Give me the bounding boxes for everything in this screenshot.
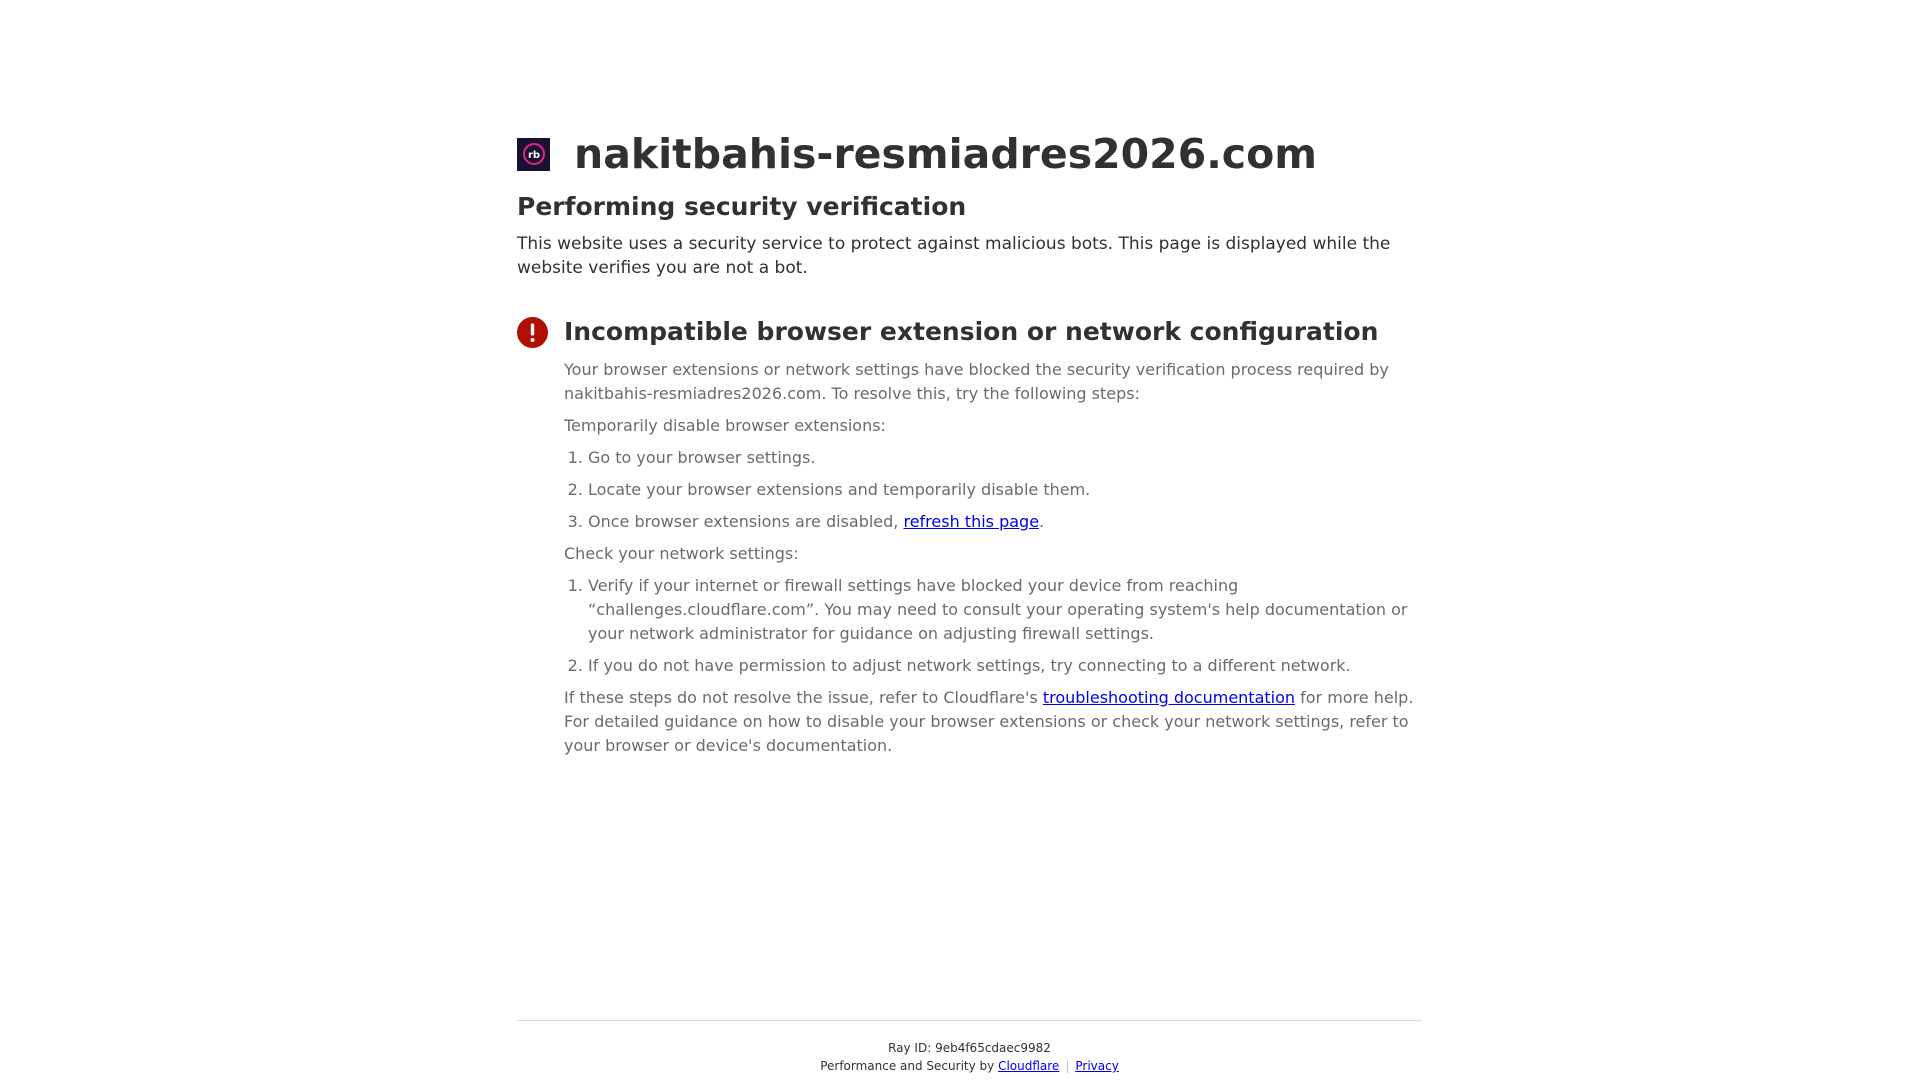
performance-text: Performance and Security by <box>820 1059 999 1073</box>
error-title: Incompatible browser extension or network configuration <box>564 317 1379 346</box>
performance-row <box>517 1057 1422 1075</box>
network-heading: Check your network settings: <box>564 544 799 563</box>
step-suffix: . <box>1039 512 1045 531</box>
step-text: Locate your browser extensions and temporarily disable them. <box>588 480 1091 499</box>
error-description: Your browser extensions or network settings have blocked the security verification process required by nakitbahis-resmiadres2026.com. To resolve this, try the following steps: <box>564 360 1389 403</box>
error-body <box>564 314 1422 758</box>
intro-text: This website uses a security service to protect against malicious bots. This page is displayed while the website verifies you are not a bot. <box>517 234 1391 278</box>
ray-id-value: 9eb4f65cdaec9982 <box>935 1041 1051 1055</box>
main-content <box>517 126 1422 758</box>
troubleshooting-link[interactable]: troubleshooting documentation <box>1042 688 1296 707</box>
step-text: Verify if your internet or firewall settings have blocked your device from reaching “challenges.cloudflare.com”. You may need to consult your operating system's help documentation or your network administrator for guidance on adjusting firewall settings. <box>588 576 1408 643</box>
rb-logo-icon <box>517 138 550 171</box>
step-text: Go to your browser settings. <box>588 448 816 467</box>
page-subtitle: Performing security verification <box>517 192 967 221</box>
exclamation-circle-icon <box>517 317 548 348</box>
list-item <box>588 510 1422 534</box>
network-steps-list <box>564 574 1422 678</box>
error-block <box>517 314 1422 758</box>
list-item <box>588 446 1422 470</box>
refresh-page-link[interactable]: refresh this page <box>903 512 1040 531</box>
list-item <box>588 654 1422 678</box>
list-item <box>588 574 1422 646</box>
closing-text <box>564 686 1422 758</box>
privacy-link[interactable]: Privacy <box>1075 1059 1119 1073</box>
footer <box>517 1020 1422 1075</box>
ray-id-label: Ray ID: <box>888 1041 936 1055</box>
footer-separator: | <box>1065 1059 1070 1073</box>
ray-id-row <box>517 1039 1422 1057</box>
extensions-heading: Temporarily disable browser extensions: <box>564 416 886 435</box>
list-item <box>588 478 1422 502</box>
cloudflare-link[interactable]: Cloudflare <box>998 1059 1060 1073</box>
closing-prefix: If these steps do not resolve the issue, refer to Cloudflare's <box>564 688 1043 707</box>
svg-text:rb: rb <box>527 150 540 161</box>
step-text: If you do not have permission to adjust network settings, try connecting to a different network. <box>588 656 1351 675</box>
closing-suffix: for more help. For detailed guidance on how to disable your browser extensions or check your network settings, refer to your browser or device's documentation. <box>564 688 1414 755</box>
site-header <box>517 126 1422 182</box>
extension-steps-list <box>564 446 1422 534</box>
site-title: nakitbahis-resmiadres2026.com <box>574 130 1317 178</box>
step-text: Once browser extensions are disabled, <box>588 512 904 531</box>
